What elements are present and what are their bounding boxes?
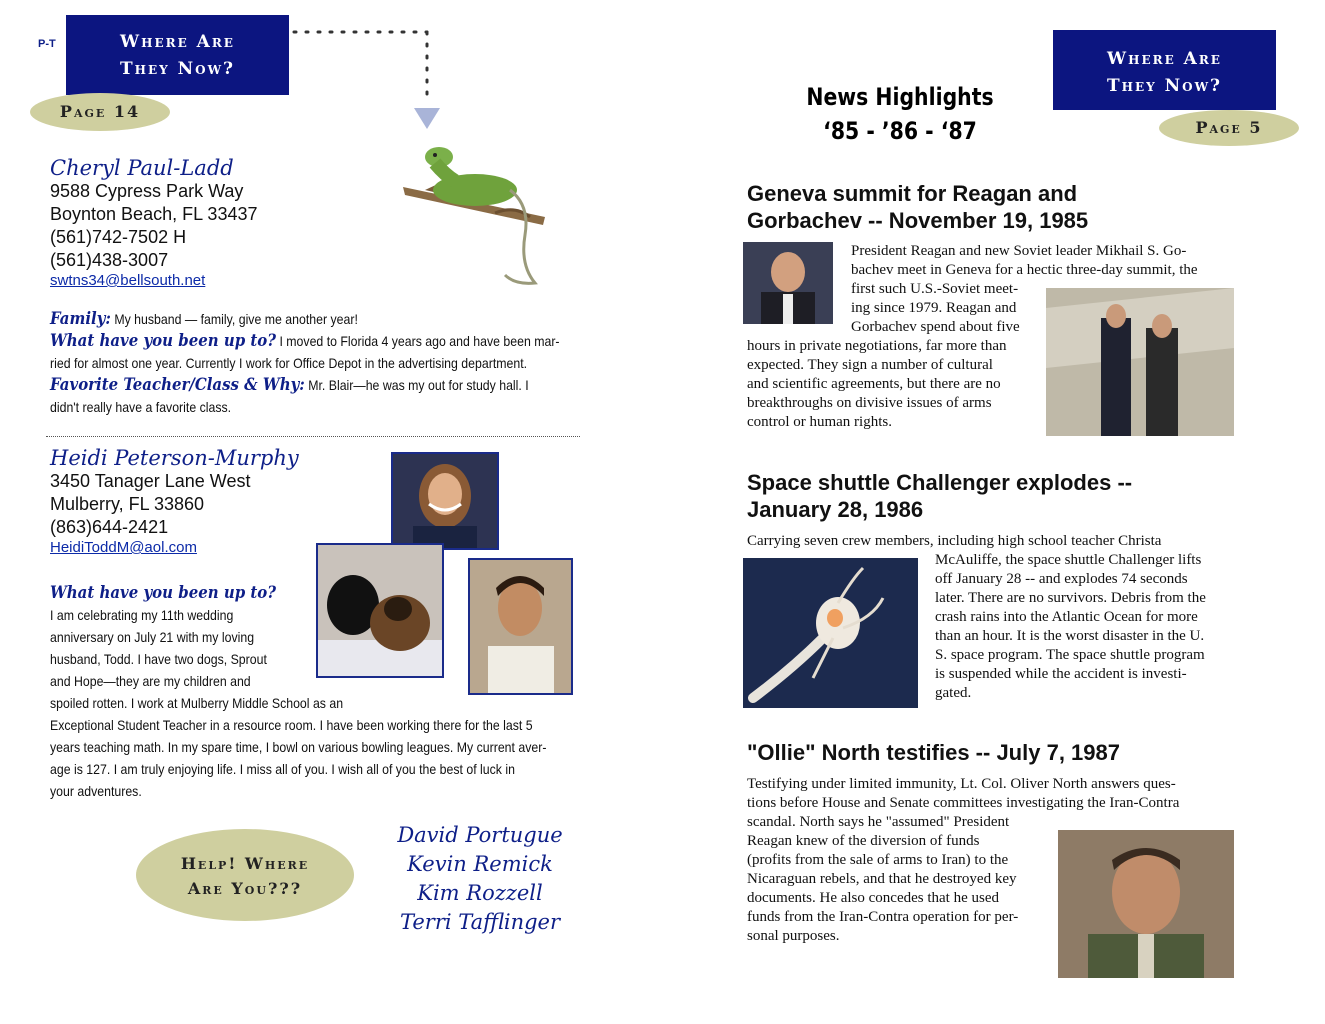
story-line: ing since 1979. Reagan and — [851, 300, 1017, 316]
story-line: President Reagan and new Soviet leader Mikhail S. Go- — [851, 243, 1187, 259]
news-highlights-title — [781, 80, 1019, 148]
story-line: husband, Todd. I have two dogs, Sprout — [50, 651, 267, 667]
years-line: ‘85 - ’86 - ‘87 — [823, 117, 977, 145]
page-label-oval — [30, 93, 170, 131]
portrait-photo-woman — [391, 452, 499, 550]
story-line: tions before House and Senate committees investigating the Iran-Contra — [747, 795, 1180, 811]
story-line: is suspended while the accident is investi- — [935, 666, 1187, 682]
teacher-label: Favorite Teacher/Class & Why: — [50, 375, 305, 395]
story-line: years teaching math. In my spare time, I bowl on various bowling leagues. My current aver- — [50, 739, 547, 755]
missing-name: Kevin Remick — [407, 852, 553, 876]
teacher-line-2: didn't really have a favorite class. — [50, 399, 232, 415]
story-line: gated. — [935, 685, 972, 701]
missing-name: David Portugue — [397, 823, 563, 847]
story-line: anniversary on July 21 with my loving — [50, 629, 255, 645]
person-heidi — [50, 446, 390, 556]
story-body — [747, 532, 1247, 703]
story-line: breakthroughs on divisive issues of arms — [747, 395, 992, 411]
story-line: Nicaraguan rebels, and that he destroyed key — [747, 871, 1017, 887]
headline-line: "Ollie" North testifies -- July 7, 1987 — [747, 740, 1120, 765]
story-line: McAuliffe, the space shuttle Challenger lifts — [935, 552, 1202, 568]
phone-line: (561)438-3007 — [50, 250, 169, 270]
story-line: spoiled rotten. I work at Mulberry Middle School as an — [50, 695, 344, 711]
upto-line — [50, 330, 613, 352]
story-line: S. space program. The space shuttle program — [935, 647, 1205, 663]
story-line: hours in private negotiations, far more than — [747, 338, 1007, 354]
right-page — [660, 0, 1325, 1024]
story-line: Exceptional Student Teacher in a resource room. I have been working there for the last 5 — [50, 717, 533, 733]
address-line: 9588 Cypress Park Way — [50, 181, 244, 201]
headline-line: January 28, 1986 — [747, 497, 924, 522]
upto-label: What have you been up to? — [50, 331, 277, 351]
banner-line: They Now? — [119, 59, 236, 79]
missing-name: Terri Tafflinger — [399, 910, 561, 934]
story-body — [747, 775, 1247, 946]
upto-label: What have you been up to? — [50, 583, 277, 603]
help-where-are-you-oval — [136, 829, 354, 921]
person-name: Heidi Peterson-Murphy — [50, 446, 299, 470]
banner-line: Where Are — [120, 32, 235, 52]
person-heidi-story — [50, 582, 690, 802]
missing-name: Kim Rozzell — [417, 881, 543, 905]
headline-line: Space shuttle Challenger explodes -- — [747, 470, 1133, 495]
story-line: crash rains into the Atlantic Ocean for more — [935, 609, 1198, 625]
family-label: Family: — [50, 309, 111, 329]
story-headline — [747, 469, 1217, 523]
family-line — [50, 308, 613, 330]
story-line: funds from the Iran-Contra operation for per- — [747, 909, 1019, 925]
story-line: first such U.S.-Soviet meet- — [851, 281, 1019, 297]
person-name: Cheryl Paul-Ladd — [50, 156, 234, 180]
story-line: expected. They sign a number of cultural — [747, 357, 993, 373]
story-line: Reagan knew of the diversion of funds — [747, 833, 980, 849]
upto-label-line — [50, 582, 613, 604]
help-line: Are You??? — [187, 879, 303, 898]
story-line: and Hope—they are my children and — [50, 673, 251, 689]
story-headline — [747, 180, 1187, 234]
person-cheryl — [50, 156, 630, 289]
phone-line: (561)742-7502 H — [50, 227, 187, 247]
story-headline — [747, 739, 1217, 766]
story-line: bachev meet in Geneva for a hectic three-day summit, the — [851, 262, 1198, 278]
left-page — [0, 0, 660, 1024]
story-line: Carrying seven crew members, including high school teacher Christa — [747, 533, 1162, 549]
story-line: Testifying under limited immunity, Lt. Col. Oliver North answers ques- — [747, 776, 1176, 792]
banner-line: They Now? — [1106, 76, 1223, 96]
story-line: scandal. North says he "assumed" President — [747, 814, 1010, 830]
teacher-text: Mr. Blair—he was my out for study hall. I — [308, 377, 529, 393]
missing-names-list — [380, 821, 580, 937]
page-label: Page 5 — [1195, 118, 1263, 137]
address-line: 3450 Tanager Lane West — [50, 471, 251, 491]
upto-line-2: ried for almost one year. Currently I work for Office Depot in the advertising department. — [50, 355, 528, 371]
story-line: control or human rights. — [747, 414, 892, 430]
title-line: News Highlights — [806, 83, 994, 111]
help-line: Help! Where — [180, 854, 310, 873]
headline-line: Gorbachev -- November 19, 1985 — [747, 208, 1089, 233]
address-line: Boynton Beach, FL 33437 — [50, 204, 258, 224]
story-line: sonal purposes. — [747, 928, 840, 944]
person-cheryl-details — [50, 308, 690, 418]
dotted-arrow-connector — [290, 25, 450, 135]
page-label: Page 14 — [59, 102, 141, 121]
story-line: than an hour. It is the worst disaster in the U. — [935, 628, 1205, 644]
story-line: I am celebrating my 11th wedding — [50, 607, 234, 623]
story-body — [747, 242, 1247, 432]
story-line: (profits from the sale of arms to Iran) to the — [747, 852, 1009, 868]
family-text: My husband — family, give me another year! — [114, 311, 358, 327]
email-link[interactable]: HeidiToddM@aol.com — [50, 539, 197, 556]
page-label-oval — [1159, 110, 1299, 146]
page-tag: P-T — [38, 38, 56, 50]
story-line: off January 28 -- and explodes 74 seconds — [935, 571, 1188, 587]
story-line: documents. He also concedes that he used — [747, 890, 1000, 906]
story-line: your adventures. — [50, 783, 142, 799]
headline-line: Geneva summit for Reagan and — [747, 181, 1078, 206]
story-line: and scientific agreements, but there are no — [747, 376, 1001, 392]
teacher-line — [50, 374, 613, 396]
banner-line: Where Are — [1107, 49, 1222, 69]
story-line: later. There are no survivors. Debris from the — [935, 590, 1206, 606]
section-divider — [46, 436, 580, 437]
story-line: Gorbachev spend about five — [851, 319, 1020, 335]
email-link[interactable]: swtns34@bellsouth.net — [50, 272, 206, 289]
where-are-they-now-banner — [66, 15, 289, 95]
where-are-they-now-banner — [1053, 30, 1276, 110]
address-line: Mulberry, FL 33860 — [50, 494, 205, 514]
phone-line: (863)644-2421 — [50, 517, 169, 537]
story-line: age is 127. I am truly enjoying life. I miss all of you. I wish all of you the best of luck in — [50, 761, 515, 777]
upto-text: I moved to Florida 4 years ago and have been mar- — [279, 333, 560, 349]
